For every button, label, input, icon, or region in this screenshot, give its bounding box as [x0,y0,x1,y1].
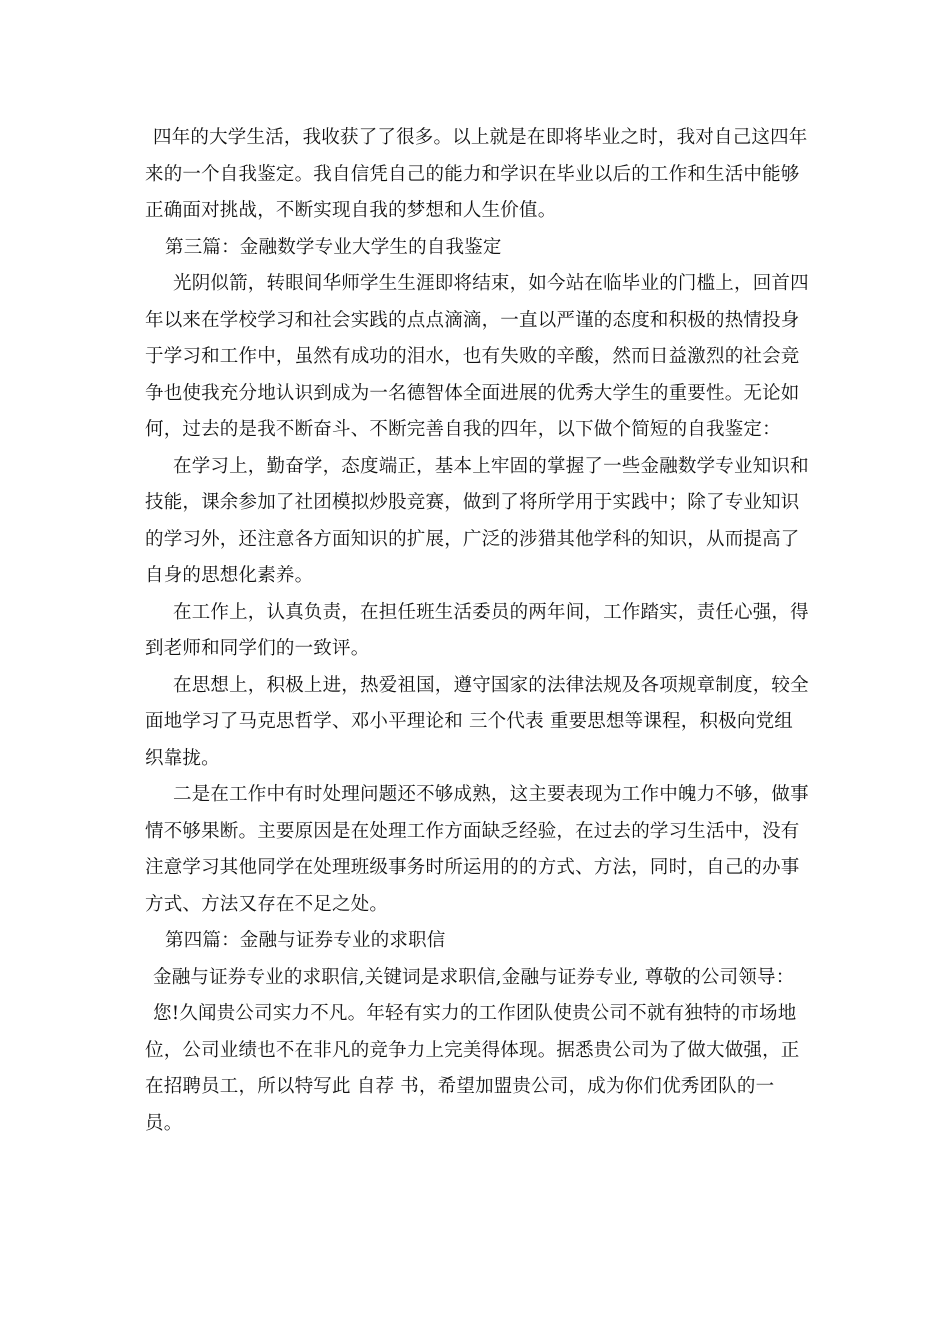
section-heading-4: 第四篇：金融与证券专业的求职信 [165,930,446,951]
paragraph-letter-body: 您!久闻贵公司实力不凡。年轻有实力的工作团队使贵公司不就有独特的市场地位，公司业绩也不在非凡的竞争力上完美得体现。据悉贵公司为了做大做强，正在招聘员工，所以特写此 自荐 书，希望加盟贵公司，成为你们优秀团队的一员。 [145,1003,800,1134]
paragraph-shortcoming: 二是在工作中有时处理问题还不够成熟，这主要表现为工作中魄力不够，做事情不够果断。主要原因是在处理工作方面缺乏经验，在过去的学习生活中，没有注意学习其他同学在处理班级事务时所运用的的方式、方法，同时，自己的办事方式、方法又存在不足之处。 [145,784,809,915]
paragraph-work: 在工作上，认真负责，在担任班生活委员的两年间，工作踏实，责任心强，得到老师和同学们的一致评。 [145,601,809,659]
paragraph-conclusion: 四年的大学生活，我收获了了很多。以上就是在即将毕业之时，我对自己这四年来的一个自我鉴定。我自信凭自己的能力和学识在毕业以后的工作和生活中能够正确面对挑战，不断实现自我的梦想和人生价值。 [145,127,808,221]
section-heading-3: 第三篇：金融数学专业大学生的自我鉴定 [165,236,502,258]
paragraph-letter-opening: 金融与证券专业的求职信,关键词是求职信,金融与证券专业, 尊敬的公司领导： [153,966,795,988]
paragraph-intro: 光阴似箭，转眼间华师学生生涯即将结束，如今站在临毕业的门槛上，回首四年以来在学校学习和社会实践的点点滴滴，一直以严谨的态度和积极的热情投身于学习和工作中，虽然有成功的泪水，也有失败的辛酸，然而日益激烈的社会竞争也使我充分地认识到成为一名德智体全面进展的优秀大学生的重要性。无论如何，过去的是我不断奋斗、不断完善自我的四年，以下做个简短的自我鉴定： [145,273,809,440]
paragraph-study: 在学习上，勤奋学，态度端正，基本上牢固的掌握了一些金融数学专业知识和技能，课余参加了社团模拟炒股竞赛，做到了将所学用于实践中；除了专业知识的学习外，还注意各方面知识的扩展，广泛的涉猎其他学科的知识，从而提高了自身的思想化素养。 [145,455,809,586]
paragraph-thought: 在思想上，积极上进，热爱祖国，遵守国家的法律法规及各项规章制度，较全面地学习了马克思哲学、邓小平理论和 三个代表 重要思想等课程，积极向党组织靠拢。 [145,674,809,769]
document-page [145,120,810,1142]
